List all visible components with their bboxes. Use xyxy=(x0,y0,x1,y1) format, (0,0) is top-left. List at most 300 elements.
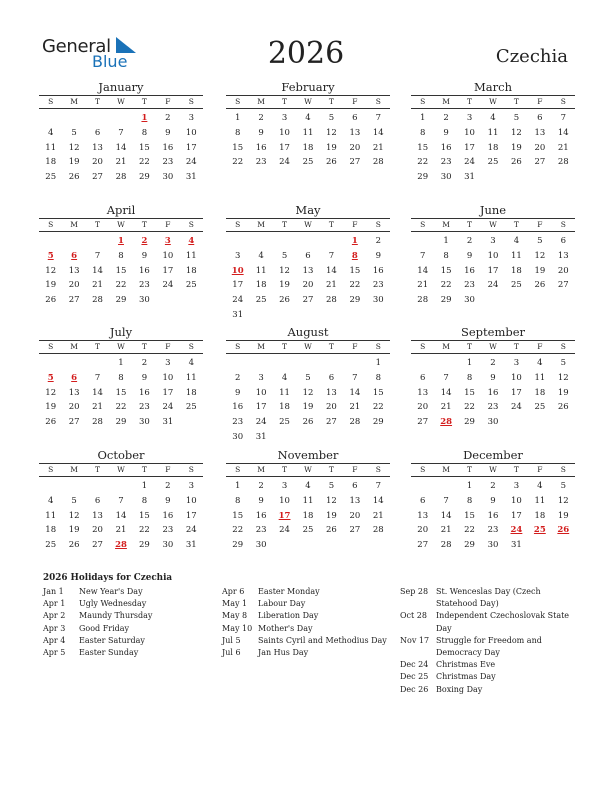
day-cell: 28 xyxy=(440,540,452,551)
day-cell: 8 xyxy=(420,127,426,138)
day-cell: 24 xyxy=(232,295,244,306)
holiday-date: Dec 25 xyxy=(400,672,429,682)
empty-day-cell xyxy=(273,356,296,371)
holiday-day-cell: 5 xyxy=(47,250,54,261)
day-cell: 18 xyxy=(487,142,499,153)
day-cell: 19 xyxy=(326,510,337,521)
day-cell: 29 xyxy=(232,540,244,551)
day-cell: 16 xyxy=(255,142,267,153)
day-cell: 18 xyxy=(279,402,290,413)
day-cell: 5 xyxy=(281,250,288,261)
day-cell: 9 xyxy=(141,372,148,383)
day-cell: 18 xyxy=(302,510,314,521)
holiday-item xyxy=(43,598,213,610)
day-grid xyxy=(226,111,390,170)
empty-day-cell xyxy=(226,234,249,249)
day-cell: 14 xyxy=(557,127,569,138)
day-cell: 11 xyxy=(185,372,197,383)
holiday-name: Maundy Thursday xyxy=(79,611,153,621)
day-cell: 7 xyxy=(118,127,124,138)
day-cell: 22 xyxy=(464,402,475,413)
weekday-header xyxy=(39,340,203,354)
day-cell: 26 xyxy=(326,157,337,168)
day-cell: 19 xyxy=(511,142,522,153)
day-cell: 24 xyxy=(162,402,174,413)
day-cell: 13 xyxy=(349,495,361,506)
day-cell: 23 xyxy=(440,157,452,168)
weekday-header xyxy=(411,218,575,232)
logo-general-text: General xyxy=(42,36,111,57)
day-cell: 18 xyxy=(185,265,197,276)
day-cell: 30 xyxy=(255,540,267,551)
day-grid xyxy=(39,479,203,553)
month-title: December xyxy=(463,448,523,462)
day-cell: 11 xyxy=(534,495,546,506)
month-march xyxy=(411,80,575,185)
day-cell: 12 xyxy=(45,387,57,398)
weekday-label: T xyxy=(95,465,101,474)
day-cell: 6 xyxy=(560,236,566,246)
day-cell: 25 xyxy=(45,540,57,551)
day-cell: 14 xyxy=(372,127,384,138)
weekday-label: F xyxy=(165,342,171,351)
day-cell: 1 xyxy=(466,358,473,368)
weekday-label: S xyxy=(375,342,381,351)
day-cell: 6 xyxy=(352,113,358,123)
weekday-label: S xyxy=(188,97,194,106)
empty-day-cell xyxy=(109,111,132,126)
day-cell: 9 xyxy=(443,127,449,138)
empty-day-cell xyxy=(39,111,62,126)
holiday-item xyxy=(222,598,392,610)
day-cell: 29 xyxy=(115,417,127,428)
day-cell: 10 xyxy=(185,495,197,506)
weekday-label: F xyxy=(352,465,358,474)
day-cell: 7 xyxy=(443,372,449,383)
day-cell: 4 xyxy=(258,250,264,261)
holiday-item xyxy=(400,635,580,659)
weekday-label: M xyxy=(70,220,78,229)
day-cell: 5 xyxy=(537,236,543,246)
day-cell: 19 xyxy=(534,265,546,276)
day-cell: 18 xyxy=(302,142,314,153)
empty-day-cell xyxy=(411,479,434,494)
day-cell: 12 xyxy=(45,265,57,276)
weekday-label: F xyxy=(537,342,543,351)
weekday-label: M xyxy=(442,342,450,351)
weekday-label: T xyxy=(95,342,101,351)
day-cell: 13 xyxy=(417,387,429,398)
weekday-label: W xyxy=(489,342,497,351)
day-cell: 18 xyxy=(185,387,197,398)
holiday-name: Independent Czechoslovak State Day xyxy=(436,611,570,633)
holiday-name: Jan Hus Day xyxy=(258,648,309,658)
day-cell: 22 xyxy=(417,157,429,168)
month-december xyxy=(411,448,575,553)
day-cell: 24 xyxy=(162,280,174,291)
day-cell: 24 xyxy=(185,157,197,168)
weekday-header xyxy=(226,95,390,109)
day-cell: 20 xyxy=(326,402,337,413)
day-cell: 31 xyxy=(185,540,197,551)
empty-day-cell xyxy=(39,479,62,494)
day-cell: 30 xyxy=(139,295,150,306)
day-cell: 21 xyxy=(372,142,384,153)
day-cell: 6 xyxy=(420,495,426,506)
weekday-label: S xyxy=(48,465,54,474)
empty-day-cell xyxy=(226,356,249,371)
day-cell: 20 xyxy=(68,402,80,413)
day-cell: 6 xyxy=(94,495,101,506)
holiday-date: Apr 4 xyxy=(43,635,66,645)
day-cell: 7 xyxy=(560,113,566,123)
day-cell: 29 xyxy=(464,417,475,428)
day-cell: 19 xyxy=(68,157,80,168)
day-cell: 23 xyxy=(372,280,384,291)
day-cell: 6 xyxy=(420,372,426,383)
holiday-item xyxy=(400,671,580,683)
day-cell: 19 xyxy=(557,510,569,521)
weekday-label: S xyxy=(235,97,241,106)
day-cell: 18 xyxy=(45,157,57,168)
day-cell: 8 xyxy=(118,372,124,383)
day-cell: 3 xyxy=(281,481,288,491)
day-cell: 11 xyxy=(302,495,314,506)
day-cell: 1 xyxy=(235,113,241,123)
weekday-label: S xyxy=(375,97,381,106)
day-cell: 5 xyxy=(328,481,335,491)
day-cell: 5 xyxy=(328,113,335,123)
day-cell: 27 xyxy=(68,417,80,428)
empty-day-cell xyxy=(320,234,343,249)
weekday-label: F xyxy=(165,220,171,229)
day-cell: 7 xyxy=(352,372,358,383)
weekday-label: W xyxy=(117,97,125,106)
day-cell: 3 xyxy=(281,113,288,123)
day-cell: 31 xyxy=(232,309,244,320)
day-cell: 5 xyxy=(305,372,311,383)
day-cell: 11 xyxy=(45,510,57,521)
day-cell: 21 xyxy=(440,525,452,536)
weekday-label: W xyxy=(304,97,312,106)
day-cell: 25 xyxy=(279,417,290,428)
month-title: March xyxy=(474,80,512,94)
holiday-item xyxy=(400,586,580,610)
month-january xyxy=(39,80,203,185)
day-cell: 11 xyxy=(255,265,267,276)
empty-day-cell xyxy=(109,479,132,494)
day-cell: 17 xyxy=(185,510,197,521)
day-cell: 2 xyxy=(443,113,449,123)
weekday-header xyxy=(39,463,203,477)
weekday-label: M xyxy=(257,465,265,474)
day-grid xyxy=(39,356,203,430)
day-cell: 30 xyxy=(162,540,174,551)
day-cell: 10 xyxy=(279,127,290,138)
day-cell: 19 xyxy=(557,387,569,398)
day-cell: 28 xyxy=(372,157,384,168)
empty-day-cell xyxy=(320,356,343,371)
day-cell: 16 xyxy=(487,510,499,521)
day-cell: 3 xyxy=(165,358,171,368)
holiday-date: Sep 28 xyxy=(400,587,429,596)
day-cell: 15 xyxy=(115,387,127,398)
day-cell: 17 xyxy=(162,265,174,276)
day-cell: 22 xyxy=(139,525,150,536)
day-cell: 16 xyxy=(139,387,150,398)
day-cell: 4 xyxy=(513,236,520,246)
holiday-column xyxy=(222,586,392,659)
day-cell: 19 xyxy=(302,402,314,413)
day-cell: 12 xyxy=(68,510,80,521)
day-cell: 8 xyxy=(235,495,241,506)
day-cell: 24 xyxy=(185,525,197,536)
weekday-label: T xyxy=(282,97,288,106)
day-cell: 3 xyxy=(258,372,264,383)
empty-day-cell xyxy=(249,356,272,371)
weekday-label: T xyxy=(467,220,473,229)
holiday-date: Dec 26 xyxy=(400,684,429,694)
day-cell: 13 xyxy=(557,250,569,261)
holiday-date: Apr 1 xyxy=(43,599,66,609)
day-cell: 20 xyxy=(417,402,429,413)
weekday-label: T xyxy=(513,220,519,229)
weekday-label: S xyxy=(420,342,426,351)
day-cell: 23 xyxy=(162,525,174,536)
day-cell: 25 xyxy=(45,172,57,183)
day-cell: 23 xyxy=(255,525,267,536)
day-cell: 7 xyxy=(328,250,335,261)
holiday-day-cell: 10 xyxy=(231,265,244,276)
day-cell: 30 xyxy=(440,172,452,183)
holiday-name: Saints Cyril and Methodius Day xyxy=(258,635,387,645)
day-cell: 2 xyxy=(490,358,496,368)
day-grid xyxy=(411,234,575,308)
holiday-day-cell: 3 xyxy=(164,236,171,246)
day-cell: 11 xyxy=(45,142,57,153)
day-cell: 20 xyxy=(349,510,361,521)
day-cell: 15 xyxy=(417,142,429,153)
weekday-label: S xyxy=(420,220,426,229)
day-cell: 30 xyxy=(464,295,475,306)
day-cell: 10 xyxy=(255,387,267,398)
day-cell: 21 xyxy=(115,157,127,168)
weekday-label: T xyxy=(467,97,473,106)
month-february xyxy=(226,80,390,170)
day-cell: 26 xyxy=(326,525,337,536)
holiday-name: Boxing Day xyxy=(436,684,483,694)
day-cell: 14 xyxy=(440,387,452,398)
holiday-day-cell: 6 xyxy=(71,372,78,383)
weekday-label: S xyxy=(235,465,241,474)
day-grid xyxy=(411,479,575,553)
day-cell: 25 xyxy=(185,402,197,413)
day-cell: 13 xyxy=(302,265,314,276)
holiday-date: Apr 2 xyxy=(43,611,66,621)
day-cell: 13 xyxy=(417,510,429,521)
day-cell: 16 xyxy=(162,510,174,521)
day-cell: 10 xyxy=(464,127,475,138)
empty-day-cell xyxy=(434,356,457,371)
weekday-label: T xyxy=(141,220,147,229)
day-cell: 27 xyxy=(302,295,314,306)
holiday-name: Liberation Day xyxy=(258,611,319,621)
day-cell: 30 xyxy=(487,417,499,428)
day-cell: 6 xyxy=(537,113,543,123)
weekday-label: T xyxy=(328,97,334,106)
day-cell: 10 xyxy=(511,495,522,506)
day-cell: 26 xyxy=(68,540,80,551)
day-cell: 29 xyxy=(372,417,384,428)
holiday-item xyxy=(222,635,392,647)
day-cell: 3 xyxy=(513,481,520,491)
day-cell: 17 xyxy=(511,510,522,521)
month-title: May xyxy=(295,203,321,217)
day-cell: 25 xyxy=(255,295,267,306)
day-cell: 9 xyxy=(258,127,264,138)
day-cell: 11 xyxy=(511,250,522,261)
day-cell: 10 xyxy=(511,372,522,383)
day-cell: 1 xyxy=(443,236,449,246)
month-october xyxy=(39,448,203,553)
holiday-date: Jul 6 xyxy=(222,648,241,658)
weekday-label: S xyxy=(235,342,241,351)
holiday-date: Apr 3 xyxy=(43,623,66,633)
day-cell: 2 xyxy=(258,481,264,491)
empty-day-cell xyxy=(411,356,434,371)
weekday-label: T xyxy=(328,465,334,474)
holiday-item xyxy=(43,623,213,635)
holiday-item xyxy=(222,586,392,598)
day-cell: 15 xyxy=(464,510,475,521)
day-cell: 30 xyxy=(139,417,150,428)
day-cell: 21 xyxy=(326,280,337,291)
day-cell: 28 xyxy=(349,417,361,428)
day-cell: 9 xyxy=(375,250,381,261)
day-cell: 1 xyxy=(375,358,381,368)
day-cell: 11 xyxy=(302,127,314,138)
day-cell: 27 xyxy=(92,172,103,183)
holiday-name: Christmas Day xyxy=(436,672,496,682)
day-cell: 29 xyxy=(139,540,150,551)
day-cell: 4 xyxy=(537,481,543,491)
day-cell: 27 xyxy=(349,157,361,168)
day-cell: 21 xyxy=(349,402,361,413)
weekday-label: F xyxy=(352,220,358,229)
holiday-name: Labour Day xyxy=(258,599,306,609)
day-cell: 14 xyxy=(326,265,337,276)
day-cell: 23 xyxy=(162,157,174,168)
day-cell: 11 xyxy=(534,372,546,383)
day-cell: 16 xyxy=(255,510,267,521)
holiday-date: Dec 24 xyxy=(400,660,429,670)
day-cell: 20 xyxy=(349,142,361,153)
day-cell: 13 xyxy=(92,142,103,153)
day-cell: 22 xyxy=(349,280,361,291)
day-cell: 20 xyxy=(92,157,103,168)
day-cell: 15 xyxy=(115,265,127,276)
weekday-label: F xyxy=(537,97,543,106)
day-cell: 5 xyxy=(71,127,77,138)
weekday-label: T xyxy=(467,342,473,351)
weekday-label: W xyxy=(117,220,125,229)
day-cell: 2 xyxy=(141,358,148,368)
day-cell: 29 xyxy=(417,172,429,183)
day-cell: 1 xyxy=(466,481,473,491)
weekday-label: S xyxy=(560,220,566,229)
weekday-label: T xyxy=(282,342,288,351)
weekday-label: F xyxy=(165,465,171,474)
day-cell: 17 xyxy=(487,265,499,276)
day-cell: 21 xyxy=(417,280,429,291)
day-cell: 19 xyxy=(279,280,290,291)
day-cell: 12 xyxy=(326,495,337,506)
day-cell: 4 xyxy=(281,372,288,383)
weekday-label: W xyxy=(489,97,497,106)
weekday-label: S xyxy=(48,342,54,351)
day-cell: 10 xyxy=(279,495,290,506)
weekday-label: T xyxy=(513,97,519,106)
weekday-label: M xyxy=(442,220,450,229)
day-cell: 24 xyxy=(279,525,290,536)
day-cell: 12 xyxy=(511,127,522,138)
day-cell: 19 xyxy=(45,402,57,413)
day-cell: 13 xyxy=(68,387,80,398)
holiday-column xyxy=(400,586,580,696)
weekday-header xyxy=(39,218,203,232)
day-cell: 31 xyxy=(255,431,267,442)
weekday-label: S xyxy=(188,342,194,351)
day-cell: 27 xyxy=(417,540,429,551)
day-cell: 4 xyxy=(48,495,54,506)
day-cell: 29 xyxy=(139,172,150,183)
day-cell: 12 xyxy=(557,495,569,506)
day-cell: 11 xyxy=(487,127,499,138)
day-cell: 25 xyxy=(534,402,546,413)
weekday-label: M xyxy=(442,97,450,106)
weekday-label: M xyxy=(442,465,450,474)
calendar-year: 2026 xyxy=(267,36,345,71)
day-cell: 17 xyxy=(162,387,174,398)
weekday-label: S xyxy=(560,465,566,474)
day-cell: 9 xyxy=(490,372,496,383)
empty-day-cell xyxy=(86,234,109,249)
day-cell: 26 xyxy=(68,172,80,183)
day-cell: 10 xyxy=(487,250,499,261)
weekday-label: T xyxy=(513,342,519,351)
holiday-day-cell: 28 xyxy=(440,417,453,428)
weekday-label: S xyxy=(375,220,381,229)
month-june xyxy=(411,203,575,308)
day-cell: 2 xyxy=(490,481,496,491)
logo-blue-text: Blue xyxy=(92,52,128,71)
day-cell: 23 xyxy=(487,402,499,413)
month-april xyxy=(39,203,203,308)
holidays-title: 2026 Holidays for Czechia xyxy=(43,573,173,583)
weekday-label: F xyxy=(537,465,543,474)
day-cell: 22 xyxy=(440,280,452,291)
holiday-day-cell: 17 xyxy=(278,510,291,521)
day-cell: 7 xyxy=(375,113,381,123)
day-cell: 18 xyxy=(534,387,546,398)
month-november xyxy=(226,448,390,553)
day-cell: 12 xyxy=(534,250,546,261)
day-cell: 22 xyxy=(372,402,384,413)
day-cell: 30 xyxy=(232,431,244,442)
weekday-label: T xyxy=(328,220,334,229)
day-cell: 22 xyxy=(115,402,127,413)
month-title: January xyxy=(98,80,144,94)
